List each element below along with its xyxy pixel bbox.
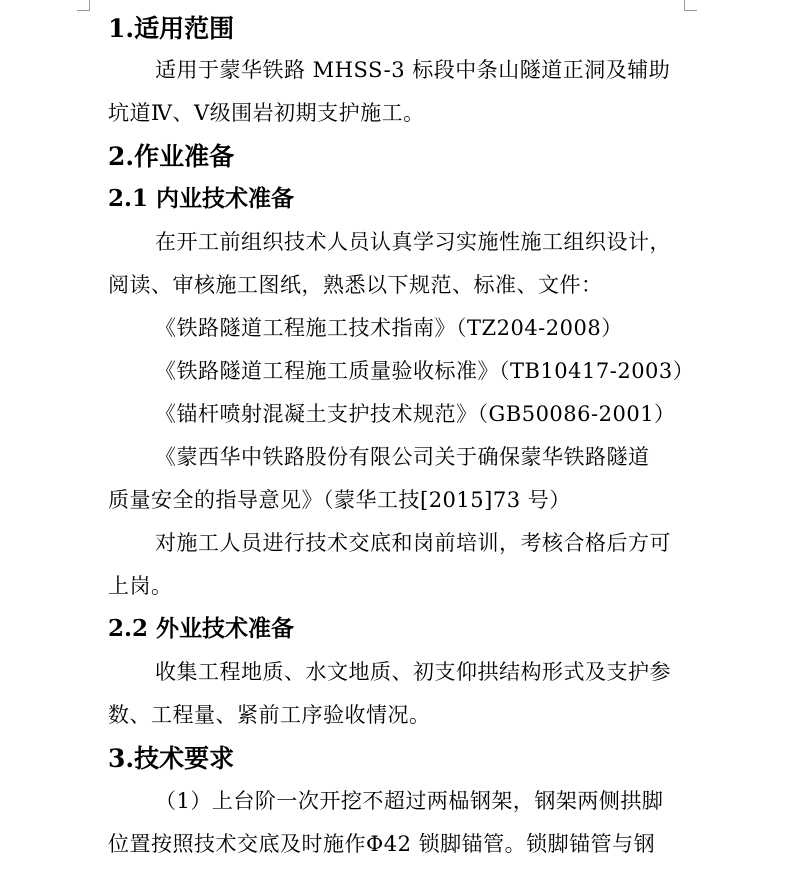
reference-item: 《蒙西华中铁路股份有限公司关于确保蒙华铁路隧道 <box>155 445 650 469</box>
section-2-2-heading: 2.2 外业技术准备 <box>108 615 295 642</box>
reference-item-continued: 质量安全的指导意见》（蒙华工技[2015]73 号） <box>108 488 571 512</box>
training-paragraph-line: 对施工人员进行技术交底和岗前培训，考核合格后方可 <box>155 531 671 555</box>
crop-mark-right <box>684 0 697 11</box>
training-paragraph-line: 上岗。 <box>108 574 173 598</box>
section-1-paragraph-line: 坑道Ⅳ、Ⅴ级围岩初期支护施工。 <box>108 101 425 125</box>
section-2-2-paragraph-line: 收集工程地质、水文地质、初支仰拱结构形式及支护参 <box>155 660 671 684</box>
section-1-heading: 1.适用范围 <box>108 14 235 43</box>
crop-mark-left <box>77 0 90 11</box>
reference-item: 《铁路隧道工程施工质量验收标准》（TB10417-2003） <box>155 359 695 383</box>
section-2-heading: 2.作业准备 <box>108 142 235 171</box>
reference-item: 《锚杆喷射混凝土支护技术规范》（GB50086-2001） <box>155 402 676 426</box>
section-3-paragraph-line: 位置按照技术交底及时施作Φ42 锁脚锚管。锁脚锚管与钢 <box>108 832 656 856</box>
section-3-heading: 3.技术要求 <box>108 744 235 773</box>
section-2-2-paragraph-line: 数、工程量、紧前工序验收情况。 <box>108 703 431 727</box>
section-2-1-intro-line: 阅读、审核施工图纸，熟悉以下规范、标准、文件： <box>108 273 603 297</box>
reference-item: 《铁路隧道工程施工技术指南》（TZ204-2008） <box>155 316 623 340</box>
section-2-1-intro-line: 在开工前组织技术人员认真学习实施性施工组织设计， <box>155 230 671 254</box>
section-3-paragraph-line: （1）上台阶一次开挖不超过两榀钢架，钢架两侧拱脚 <box>155 789 664 813</box>
section-2-1-heading: 2.1 内业技术准备 <box>108 185 295 212</box>
section-1-paragraph-line: 适用于蒙华铁路 MHSS-3 标段中条山隧道正洞及辅助 <box>155 58 671 82</box>
